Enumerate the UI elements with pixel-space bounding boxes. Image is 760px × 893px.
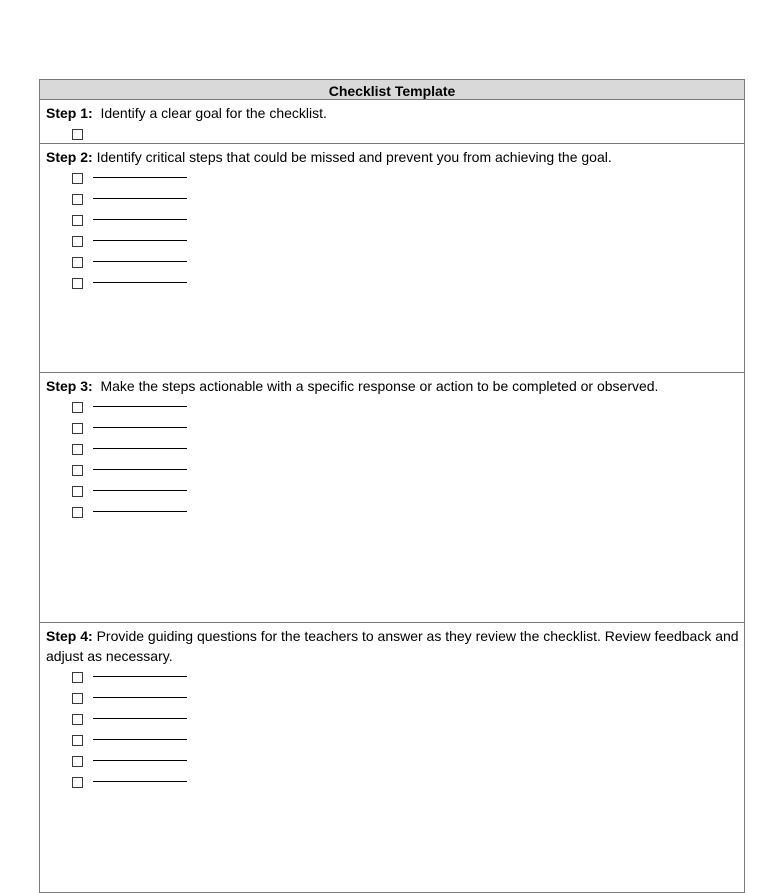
checkbox[interactable] [72,402,83,413]
blank-answer-line[interactable] [93,189,187,199]
checklist-item [72,460,744,481]
step-4-text: Provide guiding questions for the teachers to answer as they review the checklist. Review feedback and adjust as necessary. [46,628,739,664]
checklist-item [72,772,744,793]
checklist-item [72,231,744,252]
checkbox[interactable] [72,693,83,704]
checkbox[interactable] [72,257,83,268]
step-3-label: Step 3: [46,378,93,394]
checklist-item [72,439,744,460]
blank-answer-line[interactable] [93,772,187,782]
checklist-item [72,502,744,523]
blank-answer-line[interactable] [93,231,187,241]
checkbox[interactable] [72,714,83,725]
step-4-label: Step 4: [46,628,93,644]
checklist-item [72,397,744,418]
checklist-item [72,751,744,772]
checklist-item [72,730,744,751]
blank-answer-line[interactable] [93,502,187,512]
blank-answer-line[interactable] [93,210,187,220]
blank-answer-line[interactable] [93,168,187,178]
table-title: Checklist Template [40,80,744,100]
step-2-items [72,168,744,294]
checklist-item [72,709,744,730]
blank-answer-line[interactable] [93,481,187,491]
step-1-items [72,124,744,145]
checkbox[interactable] [72,486,83,497]
checklist-item [72,481,744,502]
checklist-item [72,189,744,210]
step-3-description [46,376,744,396]
checkbox[interactable] [72,194,83,205]
checkbox[interactable] [72,672,83,683]
step-4-items [72,667,744,793]
step-3-section [40,373,744,623]
blank-answer-line[interactable] [93,418,187,428]
checkbox[interactable] [72,777,83,788]
blank-answer-line[interactable] [93,439,187,449]
checkbox[interactable] [72,507,83,518]
step-2-section [40,144,744,373]
checkbox[interactable] [72,278,83,289]
blank-answer-line[interactable] [93,730,187,740]
checkbox[interactable] [72,173,83,184]
step-1-text: Identify a clear goal for the checklist. [100,105,327,121]
checklist-table [39,79,745,893]
step-4-section [40,623,744,892]
step-1-description [46,103,744,123]
step-4-description [46,626,744,666]
checkbox[interactable] [72,735,83,746]
blank-answer-line[interactable] [93,460,187,470]
blank-answer-line[interactable] [93,252,187,262]
step-1-label: Step 1: [46,105,93,121]
checklist-item [72,418,744,439]
checklist-item [72,667,744,688]
checklist-item [72,252,744,273]
checklist-item [72,273,744,294]
blank-answer-line[interactable] [93,397,187,407]
checklist-item [72,688,744,709]
checkbox[interactable] [72,215,83,226]
checklist-item [72,210,744,231]
step-2-text: Identify critical steps that could be missed and prevent you from achieving the goal. [96,149,612,165]
step-2-label: Step 2: [46,149,93,165]
step-2-description [46,147,744,167]
checkbox[interactable] [72,236,83,247]
step-1-section [40,100,744,144]
checkbox[interactable] [72,465,83,476]
checkbox[interactable] [72,756,83,767]
step-3-text: Make the steps actionable with a specific response or action to be completed or observed. [100,378,659,394]
checklist-item [72,168,744,189]
checkbox[interactable] [72,129,83,140]
checklist-item [72,124,744,145]
blank-answer-line[interactable] [93,273,187,283]
blank-answer-line[interactable] [93,688,187,698]
blank-answer-line[interactable] [93,709,187,719]
step-3-items [72,397,744,523]
checkbox[interactable] [72,444,83,455]
checkbox[interactable] [72,423,83,434]
blank-answer-line[interactable] [93,751,187,761]
blank-answer-line[interactable] [93,667,187,677]
